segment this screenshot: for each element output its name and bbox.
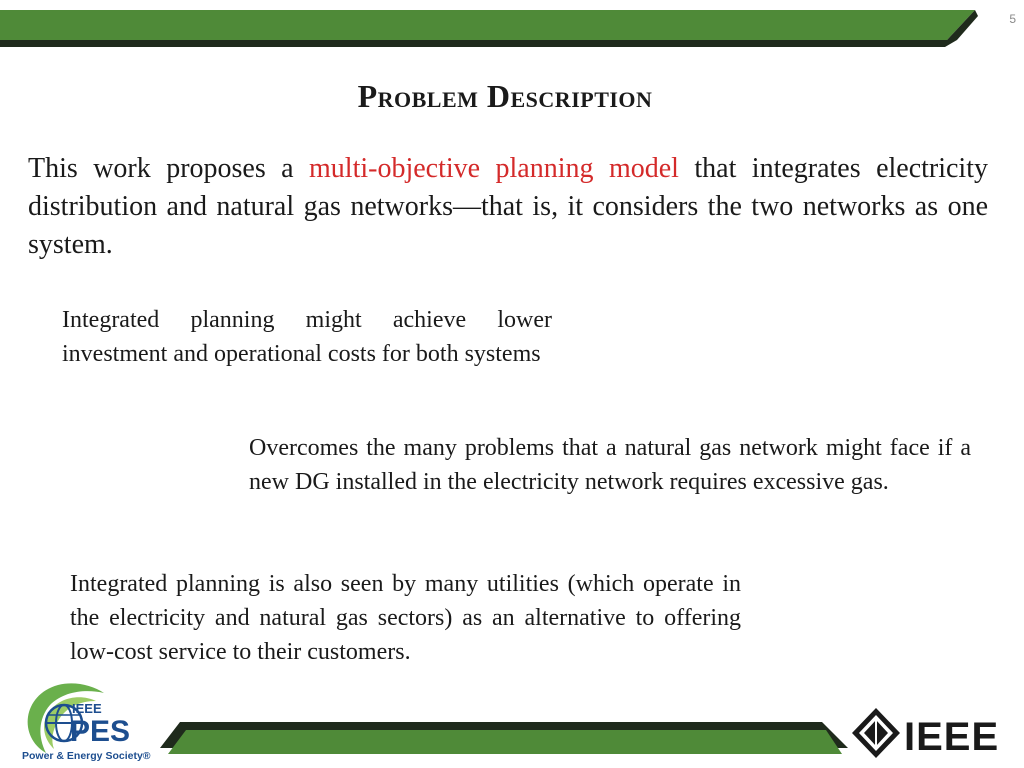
pes-top-text: IEEE bbox=[72, 701, 102, 716]
point-cost: Integrated planning might achieve lower investment and operational costs for both systems bbox=[62, 307, 552, 367]
slide-title: Problem Description bbox=[357, 78, 653, 114]
slide-number: 5 bbox=[1009, 12, 1016, 26]
lead-paragraph bbox=[28, 150, 988, 264]
point-gas-network: Overcomes the many problems that a natural gas network might face if a new DG installed in the electricity network requires excessive gas. bbox=[249, 435, 971, 495]
top-band-shadow bbox=[0, 40, 957, 47]
point-utilities: Integrated planning is also seen by many utilities (which operate in the electricity and natural gas sectors) as an alternative to offering low-cost service to their customers. bbox=[70, 571, 741, 665]
pes-logo bbox=[16, 675, 166, 765]
bottom-band-dark bbox=[160, 722, 848, 748]
top-band bbox=[0, 0, 1024, 50]
ieee-text: IEEE bbox=[904, 715, 1000, 759]
ieee-logo bbox=[850, 704, 1020, 762]
bottom-band-green bbox=[168, 730, 842, 754]
lead-text-end: that integrates electricity distribution and natural gas networks—that is, it considers the two networks as one system. bbox=[28, 153, 988, 260]
top-band-green bbox=[0, 10, 975, 40]
lead-highlight: multi-objective planning model bbox=[309, 153, 679, 184]
pes-caption-text: Power & Energy Society® bbox=[22, 750, 151, 762]
lead-text-start: This work proposes a bbox=[28, 153, 310, 184]
pes-main-text: PES bbox=[70, 715, 131, 748]
